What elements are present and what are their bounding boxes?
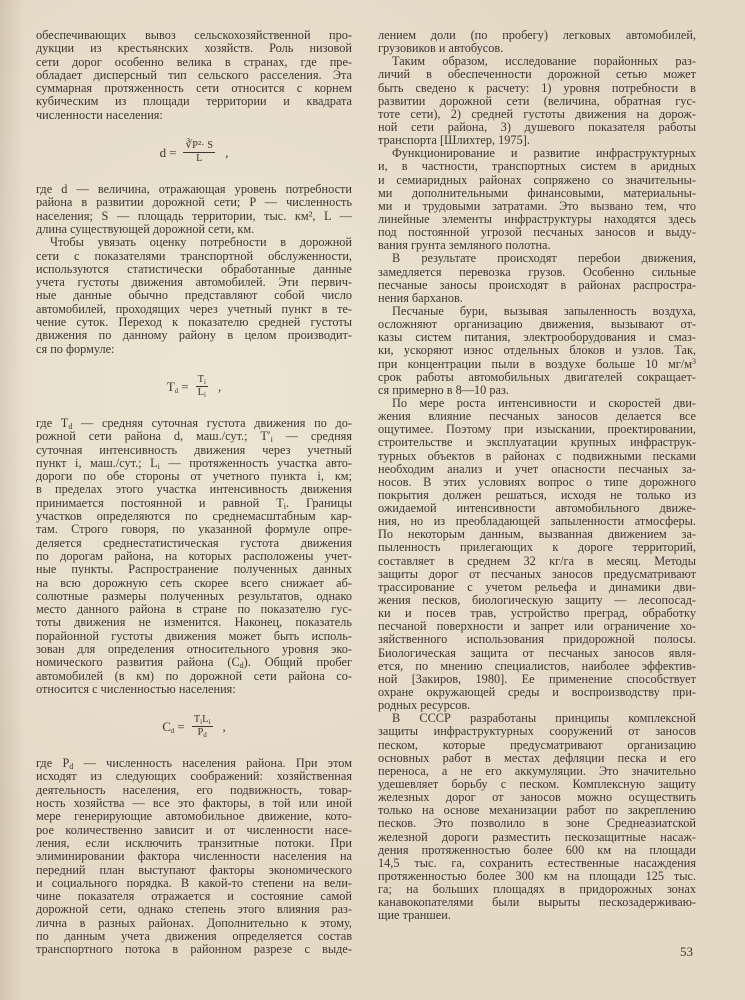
text-line: защиты инфраструктурных сооружений от заносов xyxy=(378,724,696,739)
formula-numerator-symbol-2: L xyxy=(202,714,209,726)
text-line: По мере роста интенсивности и скоростей дви- xyxy=(392,395,696,410)
text-line: турных объектов в районах с подвижными песками xyxy=(378,448,696,463)
text-line: казы систем питания, электрооборудования и смаз- xyxy=(378,330,696,345)
text-line: защиты дорог от песчаных заносов предусматривают xyxy=(378,566,696,581)
text-line: ной сети района, 3) душевого показателя работы xyxy=(378,119,696,134)
text-line: по данным учета движения определяется состав xyxy=(36,929,352,944)
text-line: сети дорог особенно велика в странах, где пре- xyxy=(36,54,352,69)
text-line: грузовиков и автобусов. xyxy=(378,41,504,56)
paragraph xyxy=(36,236,352,356)
text-line: ность хозяйства — все это факторы, в той или иной xyxy=(36,796,352,811)
formula-lhs-subscript: d xyxy=(170,727,175,736)
text-line: ки и посев трав, устройство преград, обработку xyxy=(378,606,696,621)
text-line: солютные размеры полученных результатов, однако xyxy=(36,588,352,603)
text-line: трассирование с учетом рельефа и динамики дви- xyxy=(378,579,696,594)
text-line: лична в разных районах. Дополнительно к этому, xyxy=(36,915,352,930)
formula-lhs-symbol: T xyxy=(166,378,175,394)
formula-lhs xyxy=(167,380,178,393)
formula-denominator xyxy=(196,153,202,165)
formula-numerator-symbol: T xyxy=(197,373,204,385)
text-line: рое количественно зависит и от численности насе- xyxy=(36,822,352,837)
paragraph xyxy=(36,757,352,956)
text-segment: при концентрации пыли в воздухе больше 10 мг/м xyxy=(378,356,692,371)
formula-numerator-subscript: i xyxy=(200,718,203,727)
text-line xyxy=(36,417,352,430)
formula-denominator-symbol: L xyxy=(196,153,203,165)
paragraph xyxy=(36,417,352,696)
paragraph xyxy=(378,712,696,922)
text-line: используются статистически обработанные данные xyxy=(36,261,352,276)
paragraph xyxy=(36,29,352,122)
text-line: обладает дисперсный тип сельского расселения. Эта xyxy=(36,67,352,82)
subscript: d xyxy=(69,762,74,772)
subscript: d xyxy=(239,661,244,671)
text-line: зован для определения относительного уровня эко- xyxy=(36,641,352,656)
text-line: под постоянной угрозой песчаных заносов и выду- xyxy=(378,225,696,240)
text-segment: — численность населения района. При этом xyxy=(73,756,352,771)
text-line: движения по данному району в целом производит- xyxy=(36,328,352,343)
formula-numerator-text: ∛P²· S xyxy=(185,140,214,152)
formula-equals: = xyxy=(169,144,177,160)
text-line: на всю дорожную сеть скорее всего снижает аб- xyxy=(36,575,352,590)
formula-denominator xyxy=(197,727,206,739)
text-line: автомобилей (в км) по дорожной сети района со- xyxy=(36,668,352,683)
formula-comma: , xyxy=(222,719,226,735)
formula-numerator xyxy=(196,374,208,387)
text-line: дукции из крестьянских хозяйств. Роль низовой xyxy=(36,41,352,56)
formula-numerator-subscript-2: i xyxy=(208,718,211,727)
text-line: составляет в среднем 32 кг/га в месяц. Методы xyxy=(378,553,696,568)
formula-comma: , xyxy=(225,144,229,160)
text-line: транспорта [Шлихтер, 1975]. xyxy=(378,133,530,148)
text-line xyxy=(36,656,352,669)
paragraph xyxy=(378,397,696,712)
text-line: личий в обеспеченности дорожной сетью может xyxy=(378,67,696,82)
text-line: численности населения: xyxy=(36,107,163,122)
text-line: только на основе механизации работ по закреплению xyxy=(378,803,696,818)
text-line: песком, которые предусматривают организацию xyxy=(378,737,696,752)
text-line: ощутимее. Поэтому при изыскании, проектировании, xyxy=(378,422,696,437)
text-segment: где T xyxy=(36,415,69,430)
text-segment: номического развития района (C xyxy=(36,655,240,670)
formula-lhs-subscript: d xyxy=(174,386,179,395)
text-line: зяйственного использования придорожной полосы. xyxy=(378,632,696,647)
text-line: ется, по мнению специалистов, наиболее эффектив- xyxy=(378,658,696,673)
text-line: исходят из следующих соображений: хозяйственная xyxy=(36,769,352,784)
text-line: место данного района в стране по показателю гус- xyxy=(36,602,352,617)
text-line: ные пункты. Распространение полученных данных xyxy=(36,562,352,577)
text-line: строительстве и эксплуатации крупных инфраструк- xyxy=(378,435,696,450)
text-line: канавокопателями были вырыты пескозадерживаю- xyxy=(378,895,696,910)
formula-equals: = xyxy=(181,378,189,394)
formula-numerator xyxy=(192,714,213,727)
text-line: срок работы автомобильных двигателей сокращает- xyxy=(378,369,696,384)
text-line: песков. Это позволило в зоне Среднеазиатской xyxy=(378,816,696,831)
formula-cd xyxy=(36,696,352,757)
text-line: быть сведено к расчету: 1) уровня потребности в xyxy=(378,80,696,95)
text-line: элиминировании фактора численности населения на xyxy=(36,849,352,864)
paragraph xyxy=(378,252,696,305)
text-line: района в развитии дорожной сети; P — численность xyxy=(36,195,352,210)
left-column xyxy=(36,29,352,957)
text-line: переноса, а не его аккумуляции. Это значительно xyxy=(378,763,696,778)
formula-lhs-symbol: d xyxy=(159,144,167,160)
formula-lhs-symbol: C xyxy=(162,719,171,735)
text-line: где d — величина, отражающая уровень потребности xyxy=(36,182,352,197)
text-line: чине показателя отражается и состояние самой xyxy=(36,889,352,904)
right-column xyxy=(378,29,696,923)
formula-numerator-subscript: i xyxy=(204,377,206,386)
formula-td xyxy=(36,356,352,417)
text-line: ся по формуле: xyxy=(36,341,115,356)
text-line: удешевляет борьбу с песком. Комплексную защиту xyxy=(378,777,696,792)
text-line: населения; S — площадь территории, тыс. км², L — xyxy=(36,208,352,223)
text-line: Функционирование и развитие инфраструктурных xyxy=(392,146,696,161)
formula-equals: = xyxy=(177,719,185,735)
text-line: Таким образом, исследование порайонных раз- xyxy=(392,54,696,69)
text-line: жения влияние песчаных заносов делается все xyxy=(378,409,696,424)
text-line: ся примерно в 8—10 раз. xyxy=(378,382,509,397)
text-line: обеспечивающих вывоз сельскохозяйственной про- xyxy=(36,28,352,42)
text-line: основных работ в местах дефляции песка и его xyxy=(378,750,696,765)
text-line: лением доли (по пробегу) легковых автомобилей, xyxy=(378,28,696,42)
text-line: песчаной поверхности и запрет или ограничение хо- xyxy=(378,619,696,634)
text-line: га; на больших площадях в придорожных зонах xyxy=(378,882,696,897)
paragraph xyxy=(378,305,696,397)
text-line: в пределах этого участка интенсивность движения xyxy=(36,482,352,497)
text-line: ления, если исключить транзитные потоки. При xyxy=(36,835,352,850)
text-line xyxy=(378,358,696,371)
text-line: Чтобы увязать оценку потребности в дорожной xyxy=(50,235,352,250)
text-line: суточная интенсивность движения через учетный xyxy=(36,442,352,457)
text-line: щие траншеи. xyxy=(378,908,451,923)
text-segment: — средняя xyxy=(272,429,352,444)
paragraph xyxy=(36,183,352,236)
text-segment: . Границы xyxy=(285,495,352,510)
text-line: замедляется перевозка грузов. Особенно сильные xyxy=(378,264,696,279)
text-line: суммарная протяженность сети относится с корнем xyxy=(36,81,352,96)
formula-lhs xyxy=(160,146,167,159)
text-line: сети с показателями транспортной обслуженности, xyxy=(36,248,352,263)
text-line: родных ресурсов. xyxy=(378,698,471,713)
text-line: 14,5 тыс. га, сохранить естественные насаждения xyxy=(378,855,696,870)
formula-fraction xyxy=(183,140,215,165)
text-line: ожидаемой интенсивности автомобильного движе- xyxy=(378,501,696,516)
subscript: i xyxy=(157,461,160,471)
formula-d xyxy=(36,122,352,183)
text-line: протяженностью более 300 км на площади 125 тыс. xyxy=(378,869,696,883)
text-line: железной дороги разместить пескозащитные насаж- xyxy=(378,829,696,844)
text-line: дения протяженностью более 600 км на площади xyxy=(378,842,696,857)
text-line: и, в частности, транспортных систем в аридных xyxy=(378,159,696,174)
subscript: d xyxy=(68,421,73,431)
text-line: дороги по обе стороны от учетного пункта i, км; xyxy=(36,469,352,484)
text-line: транспортного потока в районном разрезе с выде- xyxy=(36,942,352,957)
text-line: кубическим из площади территории и квадрата xyxy=(36,94,352,109)
text-line: ки, ускоряют износ отдельных блоков и узлов. Так, xyxy=(378,343,696,358)
formula-denominator xyxy=(198,387,206,399)
subscript: i xyxy=(270,435,273,445)
text-line: чение суток. Переход к показателю средней густоты xyxy=(36,315,352,330)
text-segment: принимается постоянной и равной T xyxy=(36,495,284,510)
formula-denominator-symbol: P xyxy=(197,727,204,739)
text-segment: — протяженность участка авто- xyxy=(159,455,352,470)
text-line: там. Строго говоря, по указанной формуле опре- xyxy=(36,522,352,537)
text-segment: где P xyxy=(36,756,70,771)
formula-numerator xyxy=(183,140,215,153)
text-line: осложняют организацию движения, вызывают от- xyxy=(378,317,696,332)
text-line: участков определяются по среднемасштабным кар- xyxy=(36,509,352,524)
formula-fraction xyxy=(196,374,208,399)
formula-denominator-symbol: L xyxy=(197,386,204,398)
paragraph xyxy=(378,29,696,55)
text-line: ми и трудовыми затратами. Это вызвано тем, что xyxy=(378,198,696,213)
text-line: В результате происходят перебои движения, xyxy=(392,251,696,266)
text-line: ные данные обычно представляют собой число xyxy=(36,288,352,303)
text-line: нения барханов. xyxy=(378,290,463,305)
text-segment: рожной сети района d, маш./сут.; T′ xyxy=(36,429,271,444)
text-line: охране окружающей среды и воспроизводству при- xyxy=(378,685,696,700)
text-line: необходим анализ и учет опасности песчаных за- xyxy=(378,461,696,476)
text-line: относится с численностью населения: xyxy=(36,681,236,696)
text-line: ной [Закиров, 1980]. Ее применение способствует xyxy=(378,671,696,686)
text-line: по дорогам района, на которых расположены учет- xyxy=(36,548,352,563)
text-line: В СССР разработаны принципы комплексной xyxy=(392,711,696,726)
formula-denominator-subscript: d xyxy=(203,731,207,740)
text-line xyxy=(36,457,352,470)
text-line: тоты движения не изменится. Наконец, показатель xyxy=(36,615,352,630)
formula-fraction xyxy=(192,714,213,739)
text-line: носов. В этих условиях вопрос о типе дорожного xyxy=(378,474,696,489)
text-line: длина существующей дорожной сети, км. xyxy=(36,221,255,236)
text-segment: ). Общий пробег xyxy=(243,655,352,670)
superscript: 3 xyxy=(692,356,696,366)
text-line: развитии дорожной сети (величина, обратная гус- xyxy=(378,93,696,108)
text-line: ми дополнительными финансовыми, материальны- xyxy=(378,185,696,200)
formula-comma: , xyxy=(217,378,222,394)
text-line: порайонной густоты движения может быть исполь- xyxy=(36,628,352,643)
paragraph xyxy=(378,147,696,252)
text-line: Биологическая защита от песчаных заносов явля- xyxy=(378,645,696,660)
text-line: учета густоты движения автомобилей. Эти первич- xyxy=(36,275,352,290)
text-line: песчаные заносы происходят в районах распростра- xyxy=(378,277,696,292)
text-line xyxy=(36,757,352,770)
formula-numerator-symbol: T xyxy=(193,714,201,726)
formula-denominator-subscript: i xyxy=(204,390,206,399)
text-line: деляется среднестатистическая густота движения xyxy=(36,535,352,550)
text-line: и социального порядка. В какой-то степени на вели- xyxy=(36,875,352,890)
formula-lhs xyxy=(162,719,175,736)
text-line: тоте сети), 2) средней густоты движения на дорож- xyxy=(378,106,696,121)
text-line: ния, но из преобладающей запыленности атмосферы. xyxy=(378,514,696,529)
text-line: жения песков, биологическую защиту — лесопосад- xyxy=(378,593,696,608)
text-line: покрытия должен решаться, исходя не только из xyxy=(378,487,696,502)
subscript: i xyxy=(283,501,286,511)
text-line: дорожной сети, однако степень этого влияния раз- xyxy=(36,902,352,917)
text-line: линейные элементы инфраструктуры находятся здесь xyxy=(378,211,696,226)
text-segment: пункт i, маш./сут.; L xyxy=(36,455,158,470)
text-line: Песчаные бури, вызывая запыленность воздуха, xyxy=(392,303,696,318)
paragraph xyxy=(378,55,696,147)
text-line xyxy=(36,497,352,510)
page-number: 53 xyxy=(680,944,693,959)
text-line xyxy=(36,430,352,443)
text-line: деятельность населения, его подвижность, товар- xyxy=(36,782,352,797)
text-line: передний план выступают факторы экономического xyxy=(36,862,352,877)
text-line: мере генерирующие автомобильное движение, кото- xyxy=(36,809,352,824)
text-segment: — средняя суточная густота движения по до- xyxy=(72,415,353,430)
text-line: железных дорог от заносов можно осуществить xyxy=(378,790,696,805)
text-line: автомобилей, проходящих через учетный пункт в те- xyxy=(36,301,352,316)
text-line: пыленность прилегающих к дороге территорий, xyxy=(378,540,696,555)
text-line: и семиаридных районах сопряжено со значительны- xyxy=(378,172,696,187)
text-line: вания грунта земляного полотна. xyxy=(378,238,551,253)
text-line: По некоторым данным, вызванная движением за- xyxy=(378,527,696,542)
